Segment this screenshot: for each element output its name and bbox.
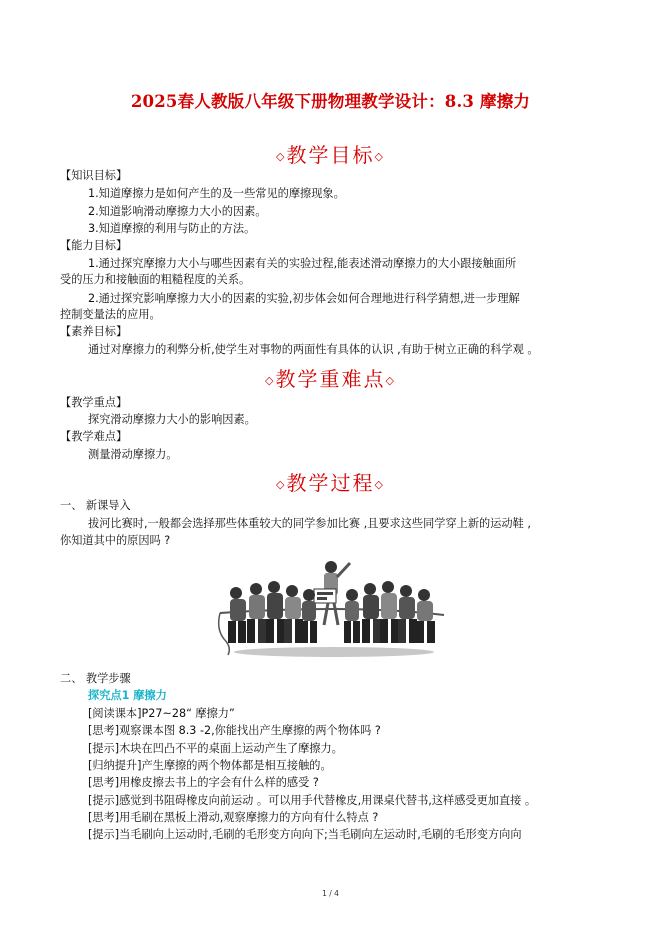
section-title: 教学过程 xyxy=(286,471,375,495)
diamond-icon: ◇ xyxy=(276,478,287,491)
activity-line: [归纳提升]产生摩擦的两个物体都是相互接触的。 xyxy=(88,759,332,772)
section-heading-key-points xyxy=(0,363,661,392)
literacy-objectives-label: 【素养目标】 xyxy=(60,325,128,338)
diamond-icon: ◇ xyxy=(385,374,396,387)
activity-line: [阅读课本]P27~28“ 摩擦力” xyxy=(88,707,235,720)
ability-objective-item-continued: 控制变量法的应用。 xyxy=(60,308,161,321)
section-heading-process xyxy=(0,467,661,496)
diamond-icon: ◇ xyxy=(276,150,287,163)
diamond-icon: ◇ xyxy=(265,374,276,387)
intro-text: 拔河比赛时,一般都会选择那些体重较大的同学参加比赛 ,且要求这些同学穿上新的运动鞋 , xyxy=(88,517,531,530)
ability-objective-item: 2.通过探究影响摩擦力大小的因素的实验,初步体会如何合理地进行科学猜想,进一步理解 xyxy=(88,292,520,305)
ability-objective-item-continued: 受的压力和接触面的粗糙程度的关系。 xyxy=(60,273,251,286)
section-heading-objectives xyxy=(0,139,661,168)
literacy-objective-text: 通过对摩擦力的利弊分析,使学生对事物的两面性有具体的认识 ,有助于树立正确的科学观 。 xyxy=(88,343,539,356)
diamond-icon: ◇ xyxy=(374,150,385,163)
document-title: 2025春人教版八年级下册物理教学设计：8.3 摩擦力 xyxy=(130,92,531,111)
page-number: 1 / 4 xyxy=(322,889,339,898)
diamond-icon: ◇ xyxy=(374,478,385,491)
teaching-focus-label: 【教学重点】 xyxy=(60,396,128,409)
tug-of-war-illustration xyxy=(216,559,448,659)
knowledge-objective-item: 1.知道摩擦力是如何产生的及一些常见的摩擦现象。 xyxy=(88,187,345,200)
intro-heading: 一、 新课导入 xyxy=(60,499,131,512)
knowledge-objectives-label: 【知识目标】 xyxy=(60,169,128,182)
activity-line: [提示]木块在凹凸不平的桌面上运动产生了摩擦力。 xyxy=(88,742,343,755)
explore-point-heading: 探究点1 摩擦力 xyxy=(88,689,167,702)
section-title: 教学目标 xyxy=(286,143,375,167)
activity-line: [提示]感觉到书阻碍橡皮向前运动 。可以用手代替橡皮,用课桌代替书,这样感受更加直接 。 xyxy=(88,794,537,807)
ability-objective-item: 1.通过探究摩擦力大小与哪些因素有关的实验过程,能表述滑动摩擦力的大小跟接触面所 xyxy=(88,257,517,270)
teaching-focus-text: 探究滑动摩擦力大小的影响因素。 xyxy=(88,413,256,426)
teaching-difficulty-label: 【教学难点】 xyxy=(60,430,128,443)
knowledge-objective-item: 3.知道摩擦的利用与防止的方法。 xyxy=(88,222,256,235)
intro-text-continued: 你知道其中的原因吗 ? xyxy=(60,534,171,547)
steps-heading: 二、 教学步骤 xyxy=(60,672,131,685)
activity-line: [思考]用毛刷在黑板上滑动,观察摩擦力的方向有什么特点 ? xyxy=(88,811,379,824)
activity-line: [思考]用橡皮擦去书上的字会有什么样的感受 ? xyxy=(88,776,319,789)
knowledge-objective-item: 2.知道影响滑动摩擦力大小的因素。 xyxy=(88,205,267,218)
section-title: 教学重难点 xyxy=(275,367,386,391)
activity-line: [思考]观察课本图 8.3 -2,你能找出产生摩擦的两个物体吗 ? xyxy=(88,724,381,737)
activity-line: [提示]当毛刷向上运动时,毛刷的毛形变方向向下;当毛刷向左运动时,毛刷的毛形变方向向 xyxy=(88,828,522,841)
ability-objectives-label: 【能力目标】 xyxy=(60,239,128,252)
teaching-difficulty-text: 测量滑动摩擦力。 xyxy=(88,448,178,461)
